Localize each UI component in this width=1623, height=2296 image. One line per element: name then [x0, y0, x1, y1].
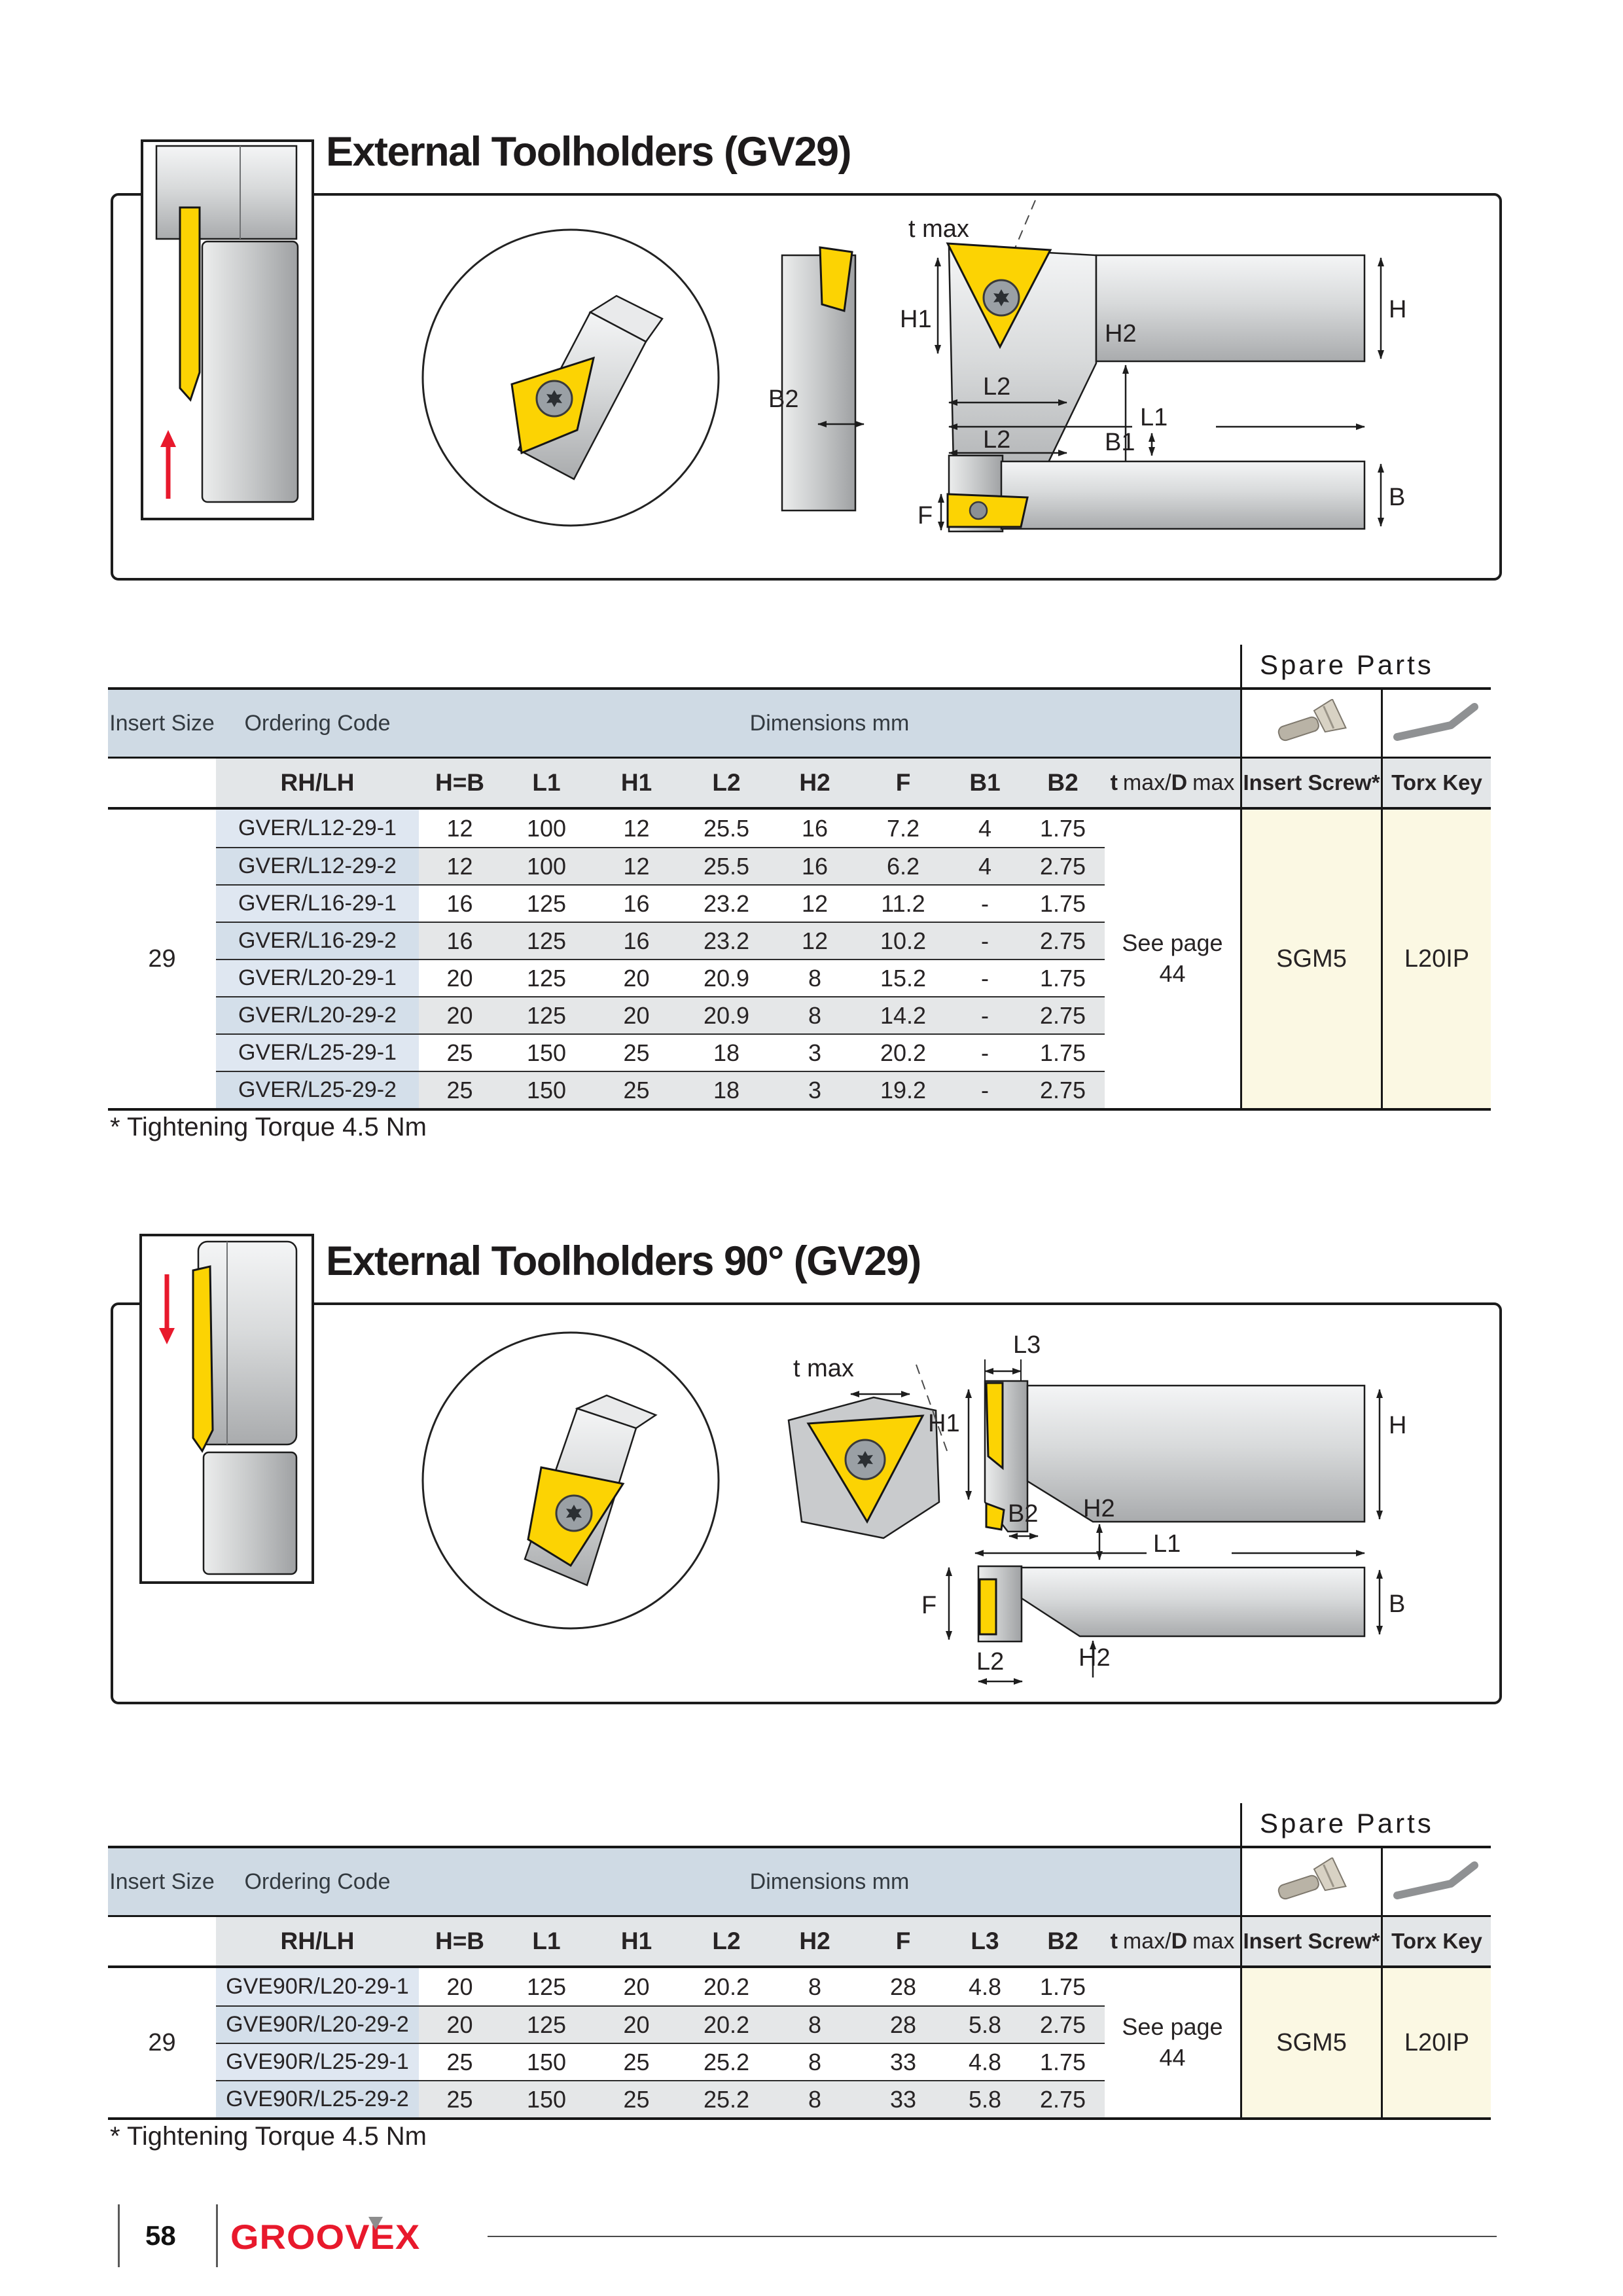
- dim-label-f: F: [921, 1592, 937, 1619]
- dim-value: 18: [681, 1033, 772, 1071]
- dim-value: 6.2: [857, 847, 949, 884]
- dim-value: 25: [419, 2043, 501, 2080]
- subheader-insert-screw: Insert Screw*: [1240, 759, 1381, 810]
- dim-label-l1: L1: [1140, 404, 1168, 431]
- ordering-code: GVE90R/L20-29-2: [216, 2005, 419, 2043]
- spare-parts-tick: [1240, 645, 1242, 687]
- insert-blade: [193, 1266, 213, 1451]
- dim-value: 25.5: [703, 814, 750, 842]
- dim-value: 4.8: [949, 2043, 1021, 2080]
- dim-value: 8: [772, 2080, 857, 2117]
- subheader-torx-key: Torx Key: [1381, 759, 1491, 810]
- subheader-col: B1: [949, 759, 1021, 810]
- dim-value: 25: [592, 1071, 681, 1108]
- subheader-col: F: [857, 1917, 949, 1968]
- dim-value: -: [949, 884, 1021, 922]
- footer-rule: [488, 2236, 1497, 2237]
- footer-divider: [216, 2204, 218, 2267]
- dim-value: 5.8: [949, 2080, 1021, 2117]
- ordering-code: GVE90R/L25-29-2: [216, 2080, 419, 2117]
- dim-value: 1.75: [1021, 1033, 1105, 1071]
- dim-value: 28: [857, 2005, 949, 2043]
- dim-value: 100: [526, 814, 567, 842]
- subheader-torx-key: Torx Key: [1381, 1917, 1491, 1968]
- see-page-note: See page 44: [1122, 2013, 1223, 2071]
- insert-size-value: 29: [148, 2028, 176, 2056]
- subheader-col: L1: [501, 1917, 592, 1968]
- ordering-code: GVER/L16-29-1: [216, 884, 419, 922]
- dim-label-h2b: H2: [1079, 1644, 1111, 1672]
- subheader-tmax-dmax: t max/ D max: [1105, 1917, 1240, 1968]
- dim-value: 25: [419, 2080, 501, 2117]
- dim-value: 12: [772, 922, 857, 959]
- dim-value: 25: [592, 1033, 681, 1071]
- section1-dimension-drawing: [753, 196, 1499, 576]
- dim-value: 16: [419, 884, 501, 922]
- dim-label-h: H: [1389, 296, 1407, 323]
- insert-screw-value: SGM5: [1240, 1968, 1381, 2117]
- subheader-rh-lh: RH/LH: [216, 1917, 419, 1968]
- dim-value: 1.75: [1021, 959, 1105, 996]
- dim-value: -: [949, 1071, 1021, 1108]
- dim-value: 10.2: [857, 922, 949, 959]
- dim-value: 20: [446, 1973, 473, 2000]
- torx-key-photo: [1388, 1857, 1486, 1907]
- subheader-col: H=B: [419, 759, 501, 810]
- dim-value: 20.2: [857, 1033, 949, 1071]
- dim-value: 1.75: [1039, 814, 1086, 842]
- dim-label-h1: H1: [928, 1410, 960, 1437]
- dim-value: 20: [623, 1973, 650, 2000]
- subheader-tmax-dmax: t max/ D max: [1105, 759, 1240, 810]
- dim-value: 20.2: [703, 1973, 750, 2000]
- subheader-col: H2: [772, 759, 857, 810]
- subheader-blank: [108, 1917, 216, 1968]
- dim-value: 20: [419, 2005, 501, 2043]
- col-header-insert-size: Insert Size: [108, 690, 216, 759]
- dim-value: 100: [501, 847, 592, 884]
- see-page-note: See page 44: [1122, 929, 1223, 987]
- dim-value: 23.2: [681, 884, 772, 922]
- dim-value: 150: [501, 2043, 592, 2080]
- section2-application-box: [139, 1234, 314, 1584]
- insert-screw-photo: [1266, 1857, 1357, 1907]
- dim-label-l2b: L2: [983, 426, 1011, 454]
- torx-key-value: L20IP: [1381, 810, 1491, 1108]
- torx-key-photo-cell: [1381, 1848, 1491, 1917]
- dim-value: 20: [419, 996, 501, 1033]
- dim-value: 125: [501, 884, 592, 922]
- dim-value: 12: [623, 814, 650, 842]
- dim-value: 16: [592, 884, 681, 922]
- dim-value: 16: [772, 847, 857, 884]
- insert-size-value: 29: [148, 944, 176, 973]
- dim-value: 125: [501, 959, 592, 996]
- dim-value: 3: [772, 1071, 857, 1108]
- col-header-dimensions: Dimensions mm: [419, 1848, 1240, 1917]
- subheader-col: H1: [592, 1917, 681, 1968]
- subheader-col: L2: [681, 759, 772, 810]
- dim-label-h: H: [1389, 1412, 1407, 1439]
- ordering-code: GVE90R/L20-29-1: [216, 1968, 419, 2005]
- dim-value: 5.8: [949, 2005, 1021, 2043]
- dim-label-l3: L3: [1013, 1331, 1041, 1359]
- dim-label-b2: B2: [1008, 1500, 1039, 1528]
- dim-label-h2: H2: [1083, 1495, 1115, 1522]
- dim-value: 20: [419, 959, 501, 996]
- dim-value: 150: [501, 1071, 592, 1108]
- dim-value: 20.9: [681, 959, 772, 996]
- ordering-code: GVE90R/L25-29-1: [216, 2043, 419, 2080]
- dim-value: 28: [889, 1973, 917, 2000]
- dim-value: 2.75: [1021, 2005, 1105, 2043]
- insert-blade: [180, 207, 200, 400]
- dim-value: 25: [592, 2080, 681, 2117]
- section1-title: External Toolholders (GV29): [326, 129, 851, 175]
- dim-value: 4: [949, 847, 1021, 884]
- dim-value: 8: [772, 2005, 857, 2043]
- dim-value: 150: [501, 1033, 592, 1071]
- dim-value: 125: [501, 2005, 592, 2043]
- dim-value: 8: [772, 959, 857, 996]
- dim-value: -: [949, 1033, 1021, 1071]
- spare-parts-label: Spare Parts: [1260, 649, 1434, 680]
- dim-value: 20: [592, 996, 681, 1033]
- page-number: 58: [145, 2220, 176, 2251]
- subheader-col: H1: [592, 759, 681, 810]
- dim-value: 1.75: [1021, 2043, 1105, 2080]
- col-header-insert-size: Insert Size: [108, 1848, 216, 1917]
- spare-parts-label: Spare Parts: [1260, 1808, 1434, 1839]
- subheader-col: F: [857, 759, 949, 810]
- dim-value: 20.2: [681, 2005, 772, 2043]
- torx-key-photo-cell: [1381, 690, 1491, 759]
- dim-label-b2: B2: [768, 386, 799, 413]
- logo-v-notch-icon: [368, 2217, 383, 2230]
- dim-value: 7.2: [886, 814, 920, 842]
- dim-value: 2.75: [1021, 996, 1105, 1033]
- dim-value: 125: [501, 922, 592, 959]
- dim-label-f: F: [918, 502, 933, 529]
- dim-value: 16: [419, 922, 501, 959]
- dim-value: 15.2: [857, 959, 949, 996]
- clamp-cross-section-drawing: [142, 1236, 312, 1581]
- dim-value: 16: [801, 814, 829, 842]
- dim-value: 125: [526, 1973, 567, 2000]
- dim-value: 12: [592, 847, 681, 884]
- dim-value: 12: [419, 847, 501, 884]
- insert-screw-photo-cell: [1240, 1848, 1381, 1917]
- ordering-code: GVER/L25-29-2: [216, 1071, 419, 1108]
- dim-value: 12: [772, 884, 857, 922]
- dim-label-l2: L2: [976, 1648, 1005, 1676]
- dim-value: -: [949, 922, 1021, 959]
- torx-key-photo: [1388, 699, 1486, 748]
- dim-value: 33: [857, 2080, 949, 2117]
- dim-label-h1: H1: [900, 306, 932, 333]
- dim-value: 12: [446, 814, 473, 842]
- torx-key-value: L20IP: [1381, 1968, 1491, 2117]
- dim-value: 25: [592, 2043, 681, 2080]
- dim-value: 25.2: [681, 2043, 772, 2080]
- dim-value: 8: [808, 1973, 822, 2000]
- dim-value: 25: [419, 1033, 501, 1071]
- ordering-code: GVER/L20-29-1: [216, 959, 419, 996]
- dim-value: 1.75: [1021, 884, 1105, 922]
- dim-label-b: B: [1389, 484, 1406, 511]
- footer-divider: [118, 2204, 120, 2267]
- dim-value: 18: [681, 1071, 772, 1108]
- dim-value: 19.2: [857, 1071, 949, 1108]
- ordering-code: GVER/L16-29-2: [216, 922, 419, 959]
- dim-label-tmax: t max: [793, 1355, 854, 1382]
- section2-title: External Toolholders 90° (GV29): [326, 1238, 921, 1284]
- insert-screw-photo: [1266, 699, 1357, 748]
- dim-value: 2.75: [1021, 2080, 1105, 2117]
- ordering-code: GVER/L20-29-2: [216, 996, 419, 1033]
- dim-value: 14.2: [857, 996, 949, 1033]
- dim-value: 25.5: [681, 847, 772, 884]
- dim-label-h2: H2: [1105, 320, 1137, 348]
- col-header-ordering-code: Ordering Code: [216, 690, 419, 759]
- toolholders-90-gv29-table: [108, 1846, 1491, 2120]
- dim-value: 25.2: [681, 2080, 772, 2117]
- dim-value: 16: [592, 922, 681, 959]
- subheader-col: B2: [1021, 759, 1105, 810]
- toolholder-3d-view: [420, 227, 721, 528]
- dim-value: 33: [857, 2043, 949, 2080]
- subheader-col: L3: [949, 1917, 1021, 1968]
- subheader-col: H2: [772, 1917, 857, 1968]
- dim-value: 2.75: [1021, 922, 1105, 959]
- subheader-col: B2: [1021, 1917, 1105, 1968]
- dim-value: -: [949, 996, 1021, 1033]
- dim-value: 20: [592, 2005, 681, 2043]
- subheader-col: L2: [681, 1917, 772, 1968]
- subheader-col: L1: [501, 759, 592, 810]
- insert-screw-photo-cell: [1240, 690, 1381, 759]
- dim-value: 8: [772, 996, 857, 1033]
- dim-value: 1.75: [1039, 1973, 1086, 2000]
- dim-label-b1: B1: [1105, 429, 1135, 456]
- section2-dimension-drawing: [753, 1306, 1499, 1698]
- section1-application-box: [141, 139, 314, 520]
- subheader-insert-screw: Insert Screw*: [1240, 1917, 1381, 1968]
- dim-value: 8: [772, 2043, 857, 2080]
- clamp-cross-section-drawing: [143, 142, 312, 518]
- dim-value: 23.2: [681, 922, 772, 959]
- ordering-code: GVER/L12-29-1: [216, 810, 419, 847]
- dim-value: 4.8: [968, 1973, 1002, 2000]
- dim-value: 3: [772, 1033, 857, 1071]
- col-header-ordering-code: Ordering Code: [216, 1848, 419, 1917]
- dim-value: 20.9: [681, 996, 772, 1033]
- ordering-code: GVER/L12-29-2: [216, 847, 419, 884]
- dim-value: -: [949, 959, 1021, 996]
- subheader-col: H=B: [419, 1917, 501, 1968]
- dim-value: 2.75: [1021, 847, 1105, 884]
- dim-value: 25: [419, 1071, 501, 1108]
- dim-label-l2: L2: [983, 373, 1011, 401]
- toolholder-3d-view: [420, 1330, 721, 1631]
- ordering-code: GVER/L25-29-1: [216, 1033, 419, 1071]
- dim-label-l1: L1: [1153, 1530, 1181, 1558]
- dim-value: 150: [501, 2080, 592, 2117]
- dim-label-tmax: t max: [908, 215, 969, 243]
- dim-value: 4: [978, 814, 992, 842]
- dim-label-b: B: [1389, 1590, 1406, 1618]
- spare-parts-tick: [1240, 1803, 1242, 1846]
- col-header-dimensions: Dimensions mm: [419, 690, 1240, 759]
- dim-value: 20: [592, 959, 681, 996]
- dim-value: 125: [501, 996, 592, 1033]
- footnote-torque: * Tightening Torque 4.5 Nm: [110, 2122, 427, 2151]
- dim-value: 2.75: [1021, 1071, 1105, 1108]
- toolholders-gv29-table: [108, 687, 1491, 1111]
- footnote-torque: * Tightening Torque 4.5 Nm: [110, 1113, 427, 1141]
- subheader-blank: [108, 759, 216, 810]
- dim-value: 11.2: [857, 884, 949, 922]
- subheader-rh-lh: RH/LH: [216, 759, 419, 810]
- brand-logo: GROOVEX: [230, 2217, 421, 2257]
- insert-screw-value: SGM5: [1240, 810, 1381, 1108]
